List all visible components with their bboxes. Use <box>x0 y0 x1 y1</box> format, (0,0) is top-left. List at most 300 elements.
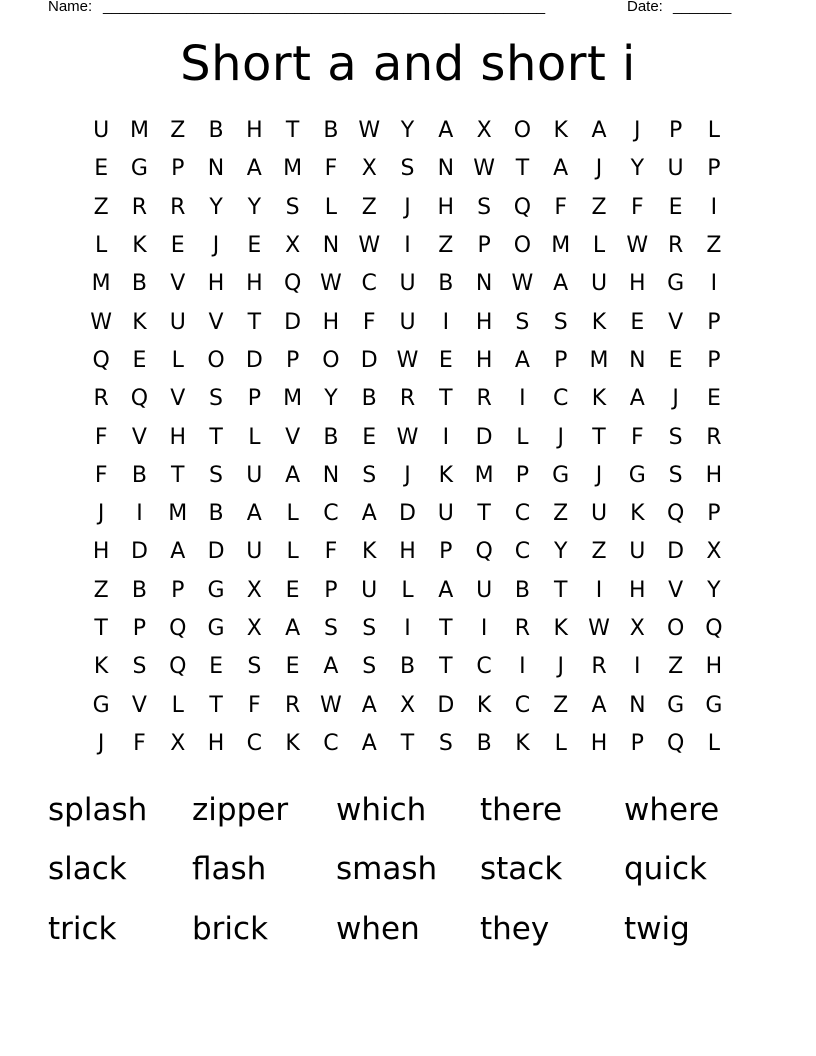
grid-letter[interactable]: X <box>361 156 377 182</box>
grid-letter[interactable]: V <box>170 271 186 297</box>
grid-letter[interactable]: J <box>595 156 603 182</box>
grid-letter[interactable]: H <box>705 462 723 488</box>
grid-letter[interactable]: V <box>170 386 186 412</box>
grid-row <box>82 342 733 380</box>
grid-letter[interactable]: P <box>668 118 683 144</box>
grid-letter[interactable]: H <box>169 424 187 450</box>
grid-letter[interactable]: D <box>360 347 378 373</box>
grid-row <box>82 418 733 456</box>
grid-row <box>82 303 733 341</box>
grid-letter[interactable]: C <box>514 692 531 718</box>
grid-letter[interactable]: E <box>285 577 300 603</box>
grid-letter[interactable]: H <box>207 730 225 756</box>
grid-letter[interactable]: L <box>592 233 606 259</box>
grid-letter[interactable]: B <box>131 462 147 488</box>
grid-letter[interactable]: K <box>630 501 645 527</box>
grid-letter[interactable]: Q <box>666 501 685 527</box>
grid-letter[interactable]: I <box>710 194 718 220</box>
grid-letter[interactable]: I <box>519 386 526 412</box>
grid-letter[interactable]: J <box>97 501 105 527</box>
grid-letter[interactable]: L <box>516 424 529 450</box>
grid-letter[interactable]: K <box>285 730 300 756</box>
grid-letter[interactable]: S <box>285 194 300 220</box>
grid-letter[interactable]: I <box>595 577 603 603</box>
grid-letter[interactable]: R <box>514 616 531 641</box>
grid-letter[interactable]: G <box>705 692 723 718</box>
grid-letter[interactable]: P <box>707 309 721 335</box>
grid-letter[interactable]: L <box>248 424 261 450</box>
grid-letter[interactable]: W <box>588 616 610 641</box>
grid-letter[interactable]: W <box>320 692 342 718</box>
grid-letter[interactable]: Q <box>92 347 110 373</box>
grid-letter[interactable]: T <box>439 386 453 412</box>
grid-letter[interactable]: K <box>553 118 568 144</box>
grid-letter[interactable]: U <box>246 462 263 488</box>
grid-letter[interactable]: K <box>476 692 492 718</box>
grid-letter[interactable]: R <box>170 194 186 220</box>
grid-letter[interactable]: B <box>476 730 492 756</box>
grid-letter[interactable]: B <box>131 271 147 297</box>
grid-letter[interactable]: A <box>246 156 262 182</box>
grid-letter[interactable]: R <box>399 386 416 412</box>
grid-letter[interactable]: H <box>590 730 608 756</box>
grid-letter[interactable]: L <box>171 692 184 718</box>
grid-letter[interactable]: Q <box>475 539 493 565</box>
grid-letter[interactable]: D <box>399 501 416 527</box>
grid-letter[interactable]: D <box>475 424 493 450</box>
grid-row <box>82 572 733 610</box>
grid-letter[interactable]: E <box>94 156 109 182</box>
grid-letter[interactable]: N <box>322 233 340 259</box>
grid-letter[interactable]: F <box>630 424 644 450</box>
grid-letter[interactable]: G <box>667 271 685 297</box>
grid-letter[interactable]: M <box>589 347 609 373</box>
grid-letter[interactable]: N <box>322 462 340 488</box>
grid-letter[interactable]: Y <box>209 194 223 220</box>
grid-letter[interactable]: M <box>283 386 303 412</box>
grid-letter[interactable]: W <box>90 309 113 335</box>
grid-letter[interactable]: E <box>170 233 185 259</box>
grid-letter[interactable]: T <box>400 730 415 756</box>
grid-letter[interactable]: A <box>323 654 339 680</box>
grid-letter[interactable]: S <box>362 462 377 488</box>
grid-letter[interactable]: J <box>595 462 603 488</box>
grid-letter[interactable]: Q <box>283 271 302 297</box>
grid-letter[interactable]: J <box>634 118 641 144</box>
grid-letter[interactable]: U <box>629 539 646 565</box>
grid-letter[interactable]: E <box>438 347 453 373</box>
grid-letter[interactable]: A <box>285 462 301 488</box>
grid-letter[interactable]: T <box>285 118 300 144</box>
grid-letter[interactable]: I <box>442 424 450 450</box>
grid-letter[interactable]: H <box>399 539 416 565</box>
grid-letter[interactable]: T <box>553 577 568 603</box>
grid-letter[interactable]: M <box>283 156 303 182</box>
grid-letter[interactable]: P <box>171 577 185 603</box>
grid-letter[interactable]: G <box>207 616 225 641</box>
grid-letter[interactable]: A <box>361 730 377 756</box>
grid-letter[interactable]: B <box>399 654 416 680</box>
grid-letter[interactable]: V <box>668 577 684 603</box>
grid-letter[interactable]: P <box>515 462 530 488</box>
grid-letter[interactable]: Z <box>706 233 722 259</box>
word-bank-item: slack <box>48 851 127 888</box>
grid-letter[interactable]: J <box>404 462 411 488</box>
grid-letter[interactable]: H <box>246 118 263 144</box>
date-label: Date: <box>627 0 663 15</box>
grid-letter[interactable]: Y <box>553 539 568 565</box>
grid-letter[interactable]: E <box>247 233 262 259</box>
grid-letter[interactable]: W <box>396 424 419 450</box>
grid-letter[interactable]: F <box>324 539 338 565</box>
grid-letter[interactable]: D <box>207 539 225 565</box>
grid-letter[interactable]: D <box>284 309 302 335</box>
grid-letter[interactable]: S <box>438 730 453 756</box>
grid-letter[interactable]: L <box>171 347 184 373</box>
grid-letter[interactable]: I <box>404 233 411 259</box>
grid-letter[interactable]: R <box>131 194 148 220</box>
grid-letter[interactable]: H <box>705 654 723 680</box>
grid-letter[interactable]: W <box>358 118 381 144</box>
grid-letter[interactable]: H <box>475 347 493 373</box>
grid-letter[interactable]: B <box>514 577 530 603</box>
grid-letter[interactable]: M <box>129 118 149 144</box>
grid-letter[interactable]: Q <box>513 194 532 220</box>
grid-letter[interactable]: S <box>209 462 224 488</box>
grid-letter[interactable]: B <box>323 118 339 144</box>
grid-letter[interactable]: S <box>668 424 683 450</box>
grid-letter[interactable]: E <box>209 654 223 680</box>
grid-letter[interactable]: F <box>362 309 376 335</box>
grid-letter[interactable]: X <box>170 730 186 756</box>
grid-letter[interactable]: A <box>246 501 262 527</box>
grid-letter[interactable]: K <box>132 233 147 259</box>
grid-letter[interactable]: O <box>207 347 225 373</box>
grid-letter[interactable]: O <box>513 118 532 144</box>
grid-letter[interactable]: I <box>480 616 488 641</box>
grid-letter[interactable]: T <box>94 616 108 641</box>
grid-letter[interactable]: Y <box>630 156 645 182</box>
grid-letter[interactable]: Z <box>361 194 377 220</box>
grid-letter[interactable]: Z <box>553 692 569 718</box>
grid-letter[interactable]: J <box>672 386 679 412</box>
word-bank-item: where <box>624 791 720 828</box>
grid-letter[interactable]: G <box>667 692 685 718</box>
grid-letter[interactable]: P <box>247 386 261 412</box>
grid-letter[interactable]: S <box>362 616 377 641</box>
grid-letter[interactable]: L <box>286 539 299 565</box>
grid-letter[interactable]: T <box>439 616 453 641</box>
grid-letter[interactable]: Z <box>170 118 186 144</box>
grid-letter[interactable]: N <box>475 271 493 297</box>
grid-letter[interactable]: H <box>246 271 263 297</box>
grid-letter[interactable]: I <box>519 654 526 680</box>
grid-letter[interactable]: T <box>439 654 453 680</box>
grid-letter[interactable]: S <box>209 386 224 412</box>
grid-letter[interactable]: H <box>92 539 110 565</box>
grid-letter[interactable]: T <box>209 424 223 450</box>
grid-letter[interactable]: C <box>553 386 569 412</box>
grid-letter[interactable]: H <box>322 309 340 335</box>
grid-letter[interactable]: B <box>131 577 147 603</box>
grid-letter[interactable]: E <box>630 309 645 335</box>
grid-letter[interactable]: Y <box>247 194 262 220</box>
grid-letter[interactable]: L <box>324 194 338 220</box>
grid-letter[interactable]: P <box>477 233 491 259</box>
grid-letter[interactable]: B <box>438 271 454 297</box>
grid-letter[interactable]: Y <box>707 577 721 603</box>
grid-letter[interactable]: Z <box>438 233 454 259</box>
grid-letter[interactable]: W <box>511 271 534 297</box>
grid-letter[interactable]: U <box>399 271 416 297</box>
grid-letter[interactable]: U <box>667 156 684 182</box>
grid-letter[interactable]: C <box>361 271 377 297</box>
grid-letter[interactable]: C <box>246 730 263 756</box>
grid-letter[interactable]: K <box>93 654 109 680</box>
grid-letter[interactable]: W <box>320 271 342 297</box>
grid-letter[interactable]: U <box>93 118 110 144</box>
grid-letter[interactable]: R <box>93 386 109 412</box>
grid-letter[interactable]: L <box>286 501 299 527</box>
grid-letter[interactable]: N <box>629 347 646 373</box>
grid-letter[interactable]: H <box>629 577 646 603</box>
grid-letter[interactable]: Q <box>705 616 723 641</box>
grid-letter[interactable]: K <box>591 309 607 335</box>
grid-letter[interactable]: P <box>630 730 644 756</box>
grid-letter[interactable]: W <box>626 233 649 259</box>
grid-letter[interactable]: K <box>438 462 454 488</box>
grid-letter[interactable]: D <box>245 347 263 373</box>
grid-letter[interactable]: S <box>515 309 530 335</box>
grid-letter[interactable]: A <box>553 156 569 182</box>
grid-letter[interactable]: M <box>551 233 571 259</box>
grid-letter[interactable]: J <box>97 730 105 756</box>
grid-letter[interactable]: P <box>132 616 147 641</box>
grid-letter[interactable]: A <box>438 577 454 603</box>
grid-letter[interactable]: X <box>246 577 262 603</box>
grid-letter[interactable]: A <box>591 692 607 718</box>
grid-letter[interactable]: B <box>208 501 224 527</box>
grid-letter[interactable]: S <box>400 156 415 182</box>
grid-letter[interactable]: F <box>133 730 146 756</box>
grid-letter[interactable]: V <box>285 424 301 450</box>
grid-letter[interactable]: F <box>94 462 108 488</box>
grid-letter[interactable]: L <box>401 577 414 603</box>
grid-letter[interactable]: U <box>169 309 186 335</box>
grid-letter[interactable]: D <box>667 539 685 565</box>
grid-letter[interactable]: G <box>130 156 148 182</box>
grid-letter[interactable]: L <box>707 730 721 756</box>
grid-letter[interactable]: J <box>212 233 220 259</box>
grid-letter[interactable]: G <box>92 692 110 718</box>
grid-letter[interactable]: S <box>132 654 147 680</box>
grid-letter[interactable]: A <box>591 118 607 144</box>
grid-letter[interactable]: A <box>170 539 186 565</box>
grid-letter[interactable]: L <box>95 233 108 259</box>
grid-letter[interactable]: X <box>629 616 645 641</box>
grid-letter[interactable]: C <box>476 654 492 680</box>
grid-letter[interactable]: K <box>591 386 607 412</box>
grid-letter[interactable]: W <box>473 156 495 182</box>
grid-letter[interactable]: S <box>362 654 377 680</box>
grid-letter[interactable]: B <box>361 386 377 412</box>
grid-letter[interactable]: V <box>131 692 147 718</box>
grid-letter[interactable]: J <box>557 424 564 450</box>
grid-letter[interactable]: D <box>437 692 455 718</box>
grid-letter[interactable]: M <box>168 501 188 527</box>
grid-letter[interactable]: E <box>668 194 683 220</box>
grid-letter[interactable]: V <box>668 309 684 335</box>
grid-letter[interactable]: A <box>553 271 569 297</box>
grid-letter[interactable]: K <box>553 616 568 641</box>
grid-letter[interactable]: E <box>668 347 683 373</box>
grid-letter[interactable]: B <box>323 424 339 450</box>
grid-letter[interactable]: V <box>131 424 147 450</box>
grid-letter[interactable]: U <box>476 577 493 603</box>
grid-letter[interactable]: P <box>707 156 721 182</box>
grid-letter[interactable]: P <box>707 347 721 373</box>
grid-letter[interactable]: W <box>396 347 419 373</box>
grid-letter[interactable]: Q <box>169 616 187 641</box>
grid-letter[interactable]: G <box>628 462 646 488</box>
date-blank-line[interactable]: _______ <box>673 0 732 15</box>
grid-letter[interactable]: P <box>439 539 453 565</box>
grid-letter[interactable]: X <box>285 233 301 259</box>
grid-letter[interactable]: L <box>707 118 721 144</box>
grid-letter[interactable]: A <box>438 118 454 144</box>
grid-letter[interactable]: I <box>136 501 143 527</box>
grid-letter[interactable]: A <box>629 386 645 412</box>
grid-letter[interactable]: J <box>557 654 564 680</box>
grid-letter[interactable]: A <box>361 501 377 527</box>
grid-letter[interactable]: E <box>362 424 377 450</box>
grid-letter[interactable]: L <box>554 730 567 756</box>
grid-letter[interactable]: Y <box>324 386 338 412</box>
grid-letter[interactable]: F <box>324 156 338 182</box>
grid-letter[interactable]: O <box>666 616 685 641</box>
grid-letter[interactable]: F <box>94 424 108 450</box>
grid-letter[interactable]: Z <box>668 654 684 680</box>
grid-letter[interactable]: V <box>208 309 224 335</box>
grid-letter[interactable]: Q <box>130 386 149 412</box>
grid-letter[interactable]: C <box>323 730 339 756</box>
grid-letter[interactable]: H <box>437 194 455 220</box>
grid-letter[interactable]: U <box>361 577 378 603</box>
grid-letter[interactable]: N <box>207 156 225 182</box>
grid-letter[interactable]: Y <box>400 118 415 144</box>
grid-letter[interactable]: X <box>706 539 722 565</box>
grid-letter[interactable]: T <box>477 501 491 527</box>
grid-letter[interactable]: I <box>634 654 641 680</box>
grid-letter[interactable]: C <box>514 539 531 565</box>
grid-letter[interactable]: U <box>246 539 263 565</box>
grid-letter[interactable]: X <box>246 616 262 641</box>
grid-letter[interactable]: S <box>247 654 262 680</box>
grid-letter[interactable]: H <box>207 271 225 297</box>
grid-letter[interactable]: A <box>514 347 530 373</box>
name-date-header <box>0 0 816 18</box>
grid-letter[interactable]: I <box>442 309 450 335</box>
grid-letter[interactable]: P <box>324 577 338 603</box>
grid-letter[interactable]: R <box>667 233 684 259</box>
grid-letter[interactable]: Q <box>169 654 187 680</box>
grid-letter[interactable]: K <box>132 309 147 335</box>
grid-letter[interactable]: T <box>209 692 223 718</box>
grid-letter[interactable]: M <box>474 462 494 488</box>
grid-letter[interactable]: R <box>706 424 722 450</box>
grid-letter[interactable]: H <box>475 309 493 335</box>
grid-letter[interactable]: R <box>476 386 492 412</box>
grid-letter[interactable]: I <box>404 616 411 641</box>
grid-letter[interactable]: T <box>592 424 606 450</box>
grid-letter[interactable]: K <box>515 730 530 756</box>
grid-letter[interactable]: J <box>404 194 411 220</box>
name-blank-line[interactable]: _____________________________________________________ <box>103 0 546 15</box>
grid-letter[interactable]: B <box>208 118 224 144</box>
grid-letter[interactable]: U <box>437 501 454 527</box>
grid-letter[interactable]: M <box>91 271 111 297</box>
grid-letter[interactable]: S <box>668 462 683 488</box>
grid-letter[interactable]: R <box>591 654 607 680</box>
grid-letter[interactable]: S <box>553 309 568 335</box>
grid-letter[interactable]: R <box>284 692 301 718</box>
grid-letter[interactable]: U <box>590 271 608 297</box>
grid-letter[interactable]: P <box>171 156 185 182</box>
grid-letter[interactable]: W <box>358 233 381 259</box>
grid-letter[interactable]: O <box>322 347 340 373</box>
grid-letter[interactable]: I <box>710 271 718 297</box>
grid-letter[interactable]: S <box>323 616 338 641</box>
grid-letter[interactable]: F <box>630 194 644 220</box>
grid-letter[interactable]: P <box>707 501 721 527</box>
grid-letter[interactable]: G <box>207 577 225 603</box>
grid-letter[interactable]: G <box>552 462 570 488</box>
grid-letter[interactable]: U <box>590 501 608 527</box>
grid-letter[interactable]: U <box>399 309 416 335</box>
grid-letter[interactable]: T <box>247 309 262 335</box>
grid-letter[interactable]: X <box>399 692 416 718</box>
grid-letter[interactable]: Z <box>591 194 607 220</box>
grid-letter[interactable]: E <box>285 654 300 680</box>
grid-letter[interactable]: N <box>629 692 646 718</box>
grid-letter[interactable]: E <box>706 386 721 412</box>
grid-letter[interactable]: H <box>629 271 646 297</box>
grid-letter[interactable]: P <box>285 347 300 373</box>
grid-letter[interactable]: C <box>514 501 531 527</box>
grid-letter[interactable]: N <box>437 156 455 182</box>
grid-letter[interactable]: Z <box>93 577 109 603</box>
grid-letter[interactable]: S <box>477 194 492 220</box>
grid-letter[interactable]: Z <box>553 501 569 527</box>
grid-letter[interactable]: X <box>476 118 492 144</box>
grid-letter[interactable]: A <box>285 616 301 641</box>
grid-letter[interactable]: Z <box>591 539 607 565</box>
grid-letter[interactable]: P <box>554 347 568 373</box>
grid-letter[interactable]: C <box>323 501 339 527</box>
grid-letter[interactable]: O <box>513 233 532 259</box>
grid-letter[interactable]: T <box>171 462 185 488</box>
grid-letter[interactable]: F <box>554 194 568 220</box>
grid-letter[interactable]: E <box>132 347 147 373</box>
word-bank-item: there <box>480 791 563 828</box>
grid-letter[interactable]: A <box>361 692 377 718</box>
grid-letter[interactable]: Z <box>93 194 109 220</box>
grid-letter[interactable]: K <box>362 539 377 565</box>
grid-letter[interactable]: D <box>130 539 148 565</box>
grid-letter[interactable]: Q <box>666 730 685 756</box>
grid-letter[interactable]: T <box>515 156 530 182</box>
grid-letter[interactable]: F <box>248 692 261 718</box>
